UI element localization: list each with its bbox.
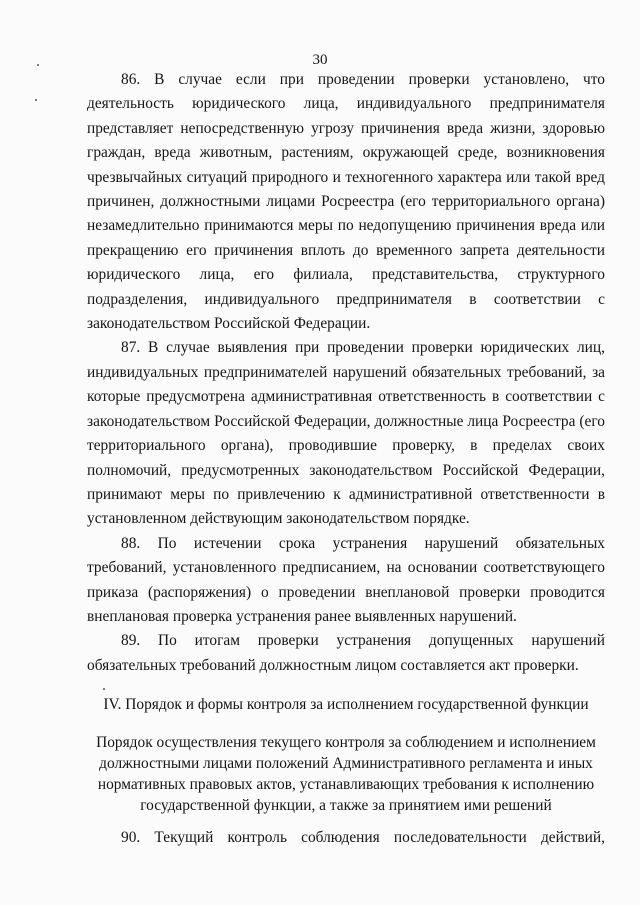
- page-number: 30: [312, 52, 328, 68]
- subheading-line: Порядок осуществления текущего контроля за соблюдением и исполнением: [96, 734, 596, 751]
- subheading-line: государственной функции, а также за принятием ими решений: [140, 797, 552, 814]
- section-heading: IV. Порядок и формы контроля за исполнением государственной функции: [103, 696, 589, 713]
- scan-mark: [35, 99, 37, 101]
- subheading-line: должностными лицами положений Административного регламента и иных: [99, 755, 593, 772]
- body-text: [87, 68, 605, 678]
- subsection-heading: [87, 732, 605, 816]
- paragraph-89: 89. По итогам проверки устранения допущенных нарушений обязательных требований должностным лицом составляется акт проверки.: [87, 632, 605, 674]
- paragraph-86: 86. В случае если при проведении проверки установлено, что деятельность юридического лица, индивидуального предпринимателя представляет непосредственную угрозу причинения вреда жизни, здоровью граждан, вреда животным, растениям, окружающей среде, возникновения чрезвычайных ситуаций природного и техногенного характера или такой вред причинен, должностными лицами Росреестра (его территориального органа) незамедлительно принимаются меры по недопущению причинения вреда или прекращению его причинения вплоть до временного запрета деятельности юридического лица, его филиала, представительства, структурного подразделения, индивидуального предпринимателя в соответствии с законодательством Российской Федерации.: [87, 71, 605, 333]
- paragraph-87: 87. В случае выявления при проведении проверки юридических лиц, индивидуальных предпринимателей нарушений обязательных требований, за которые предусмотрена административная ответственность в соответствии с законодательством Российской Федерации, должностные лица Росреестра (его территориального органа), проводившие проверку, в пределах своих полномочий, предусмотренных законодательством Российской Федерации, принимают меры по привлечению к административной ответственности в установленном действующим законодательством порядке.: [87, 339, 605, 528]
- scan-mark: [103, 688, 105, 690]
- paragraph-90: 90. Текущий контроль соблюдения последовательности действий,: [121, 829, 605, 846]
- subheading-line: нормативных правовых актов, устанавливающих требования к исполнению: [97, 776, 595, 793]
- paragraph-88: 88. По истечении срока устранения нарушений обязательных требований, установленного предписанием, на основании соответствующего приказа (распоряжения) о проведении внеплановой проверки проводится внеплановая проверка устранения ранее выявленных нарушений.: [87, 534, 605, 625]
